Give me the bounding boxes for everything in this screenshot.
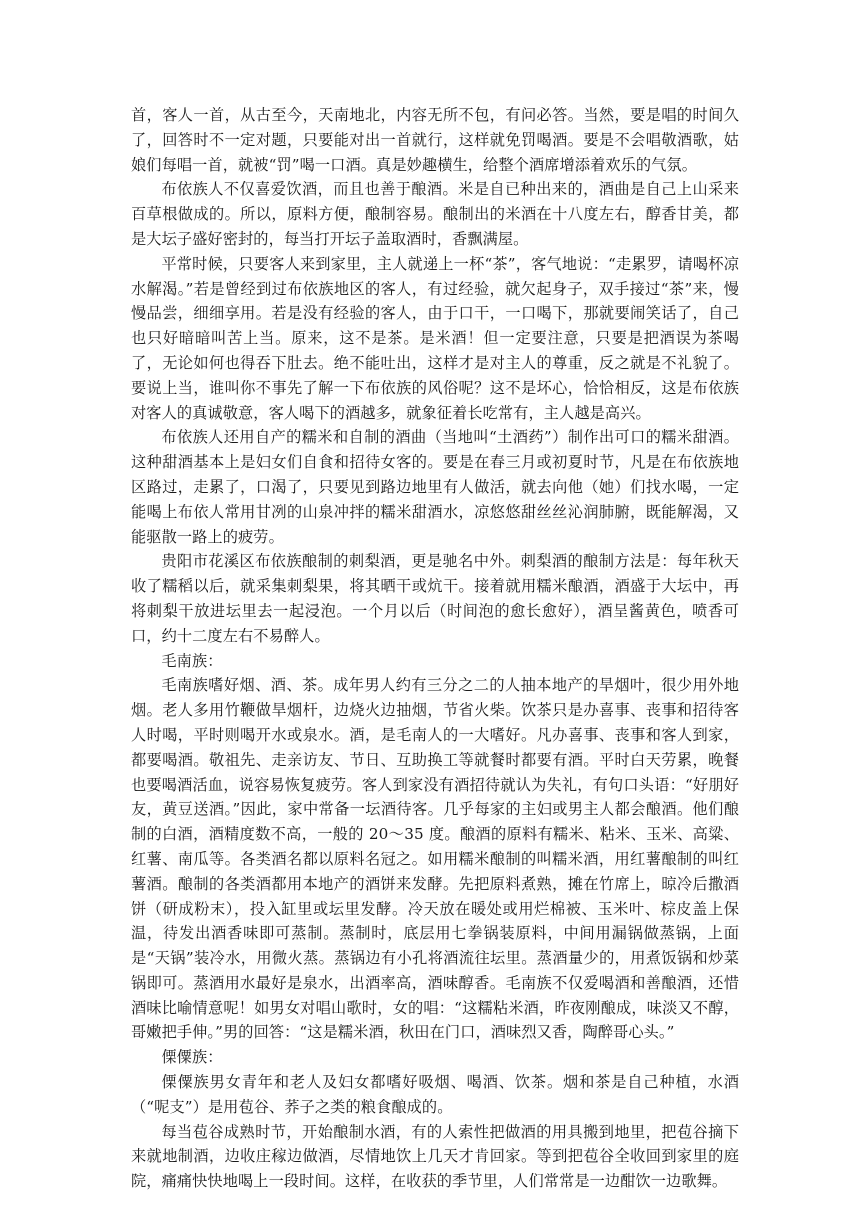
paragraph-lisu-habits: 傈僳族男女青年和老人及妇女都嗜好吸烟、喝酒、饮茶。烟和茶是自己种植，水酒（“呢支”）是用苞谷、荞子之类的粮食酿成的。 [131, 1073, 739, 1116]
paragraph-intro: 首，客人一首，从古至今，天南地北，内容无所不包，有问必答。当然，要是唱的时间久了，回答时不一定对题，只要能对出一首就行，这样就免罚喝酒。要是不会唱敬酒歌，姑娘们每唱一首，就被“罚”喝一口酒。真是妙趣横生，给整个酒席增添着欢乐的气氛。 [131, 106, 739, 174]
paragraph-buyi-tea-custom: 平常时候，只要客人来到家里，主人就递上一杯“茶”，客气地说：“走累罗，请喝杯凉水解渴。”若是曾经到过布依族地区的客人，有过经验，就欠起身子，双手接过“茶”来，慢慢品尝，细细享用。若是没有经验的客人，由于口干，一口喝下，那就要闹笑话了，自己也只好暗暗叫苦上当。原来，这不是茶。是米酒！但一定要注意，只要是把酒误为茶喝了，无论如何也得吞下肚去。绝不能吐出，这样才是对主人的尊重，反之就是不礼貌了。要说上当，谁叫你不事先了解一下布依族的风俗呢？这不是坏心，恰恰相反，这是布依族对客人的真诚敬意，客人喝下的酒越多，就象征着长吃常有，主人越是高兴。 [131, 254, 739, 422]
paragraph-buyi-sweet-wine: 布依族人还用自产的糯米和自制的酒曲（当地叫“土酒药”）制作出可口的糯米甜酒。这种甜酒基本上是妇女们自食和招待女客的。要是在春三月或初夏时节，凡是在布依族地区路过，走累了，口渴了，只要见到路边地里有人做活，就去向他（她）们找水喝，一定能喝上布依人常用甘冽的山泉冲拌的糯米甜酒水，凉悠悠甜丝丝沁润肺腑，既能解渴，又能驱散一路上的疲劳。 [131, 428, 739, 546]
section-heading-maonan: 毛南族： [161, 651, 223, 670]
section-heading-lisu: 傈僳族： [161, 1048, 223, 1067]
paragraph-cili-wine: 贵阳市花溪区布依族酿制的刺梨酒，更是驰名中外。刺梨酒的酿制方法是：每年秋天收了糯稻以后，就采集刺梨果，将其晒干或炕干。接着就用糯米酿酒，酒盛于大坛中，再将刺梨干放进坛里去一起浸泡。一个月以后（时间泡的愈长愈好），酒呈酱黄色，喷香可口，约十二度左右不易醉人。 [131, 552, 739, 645]
paragraph-lisu-harvest: 每当苞谷成熟时节，开始酿制水酒，有的人索性把做酒的用具搬到地里，把苞谷摘下来就地制酒，边收庄稼边做酒，尽情地饮上几天才肯回家。等到把苞谷全收回到家里的庭院，痛痛快快地喝上一段时间。这样，在收获的季节里，人们常常是一边酣饮一边歌舞。 [131, 1122, 739, 1191]
paragraph-buyi-brewing: 布依族人不仅喜爱饮酒，而且也善于酿酒。米是自已种出来的，酒曲是自己上山采来百草根做成的。所以，原料方便，酿制容易。酿制出的米酒在十八度左右，醇香甘美，都是大坛子盛好密封的，每当打开坛子盖取酒时，香飘满屋。 [131, 180, 739, 248]
document-page [131, 103, 739, 1194]
paragraph-maonan: 毛南族嗜好烟、酒、茶。成年男人约有三分之二的人抽本地产的旱烟叶，很少用外地烟。老人多用竹鞭做旱烟杆，边烧火边抽烟，节省火柴。饮茶只是办喜事、丧事和招待客人时喝，平时则喝开水或泉水。酒，是毛南人的一大嗜好。凡办喜事、丧事和客人到家，都要喝酒。敬祖先、走亲访友、节日、互助换工等就餐时都要有酒。平时白天劳累，晚餐也要喝酒活血，说容易恢复疲劳。客人到家没有酒招待就认为失礼，有句口头语：“好朋好友，黄豆送酒。”因此，家中常备一坛酒待客。几乎每家的主妇或男主人都会酿酒。他们酿制的白酒，酒精度数不高，一般的 20～35 度。酿酒的原料有糯米、粘米、玉米、高粱、红薯、南瓜等。各类酒名都以原料名冠之。如用糯米酿制的叫糯米酒，用红薯酿制的叫红薯酒。酿制的各类酒都用本地产的酒饼来发酵。先把原料煮熟，摊在竹席上，晾冷后撒酒饼（研成粉末），投入缸里或坛里发酵。冷天放在暖处或用烂棉被、玉米叶、棕皮盖上保温，待发出酒香味即可蒸制。蒸制时，底层用七拳锅装原料，中间用漏锅做蒸锅，上面是“天锅”装冷水，用微火蒸。蒸锅边有小孔将酒流往坛里。蒸酒量少的，用煮饭锅和炒菜锅即可。蒸酒用水最好是泉水，出酒率高，酒味醇香。毛南族不仅爱喝酒和善酿酒，还惜酒味比喻情意呢！如男女对唱山歌时，女的唱：“这糯粘米酒，昨夜刚酿成，味淡又不醇，哥嫩把手伸。”男的回答：“这是糯米酒，秋田在门口，酒味烈又香，陶醉哥心头。” [131, 676, 739, 1042]
